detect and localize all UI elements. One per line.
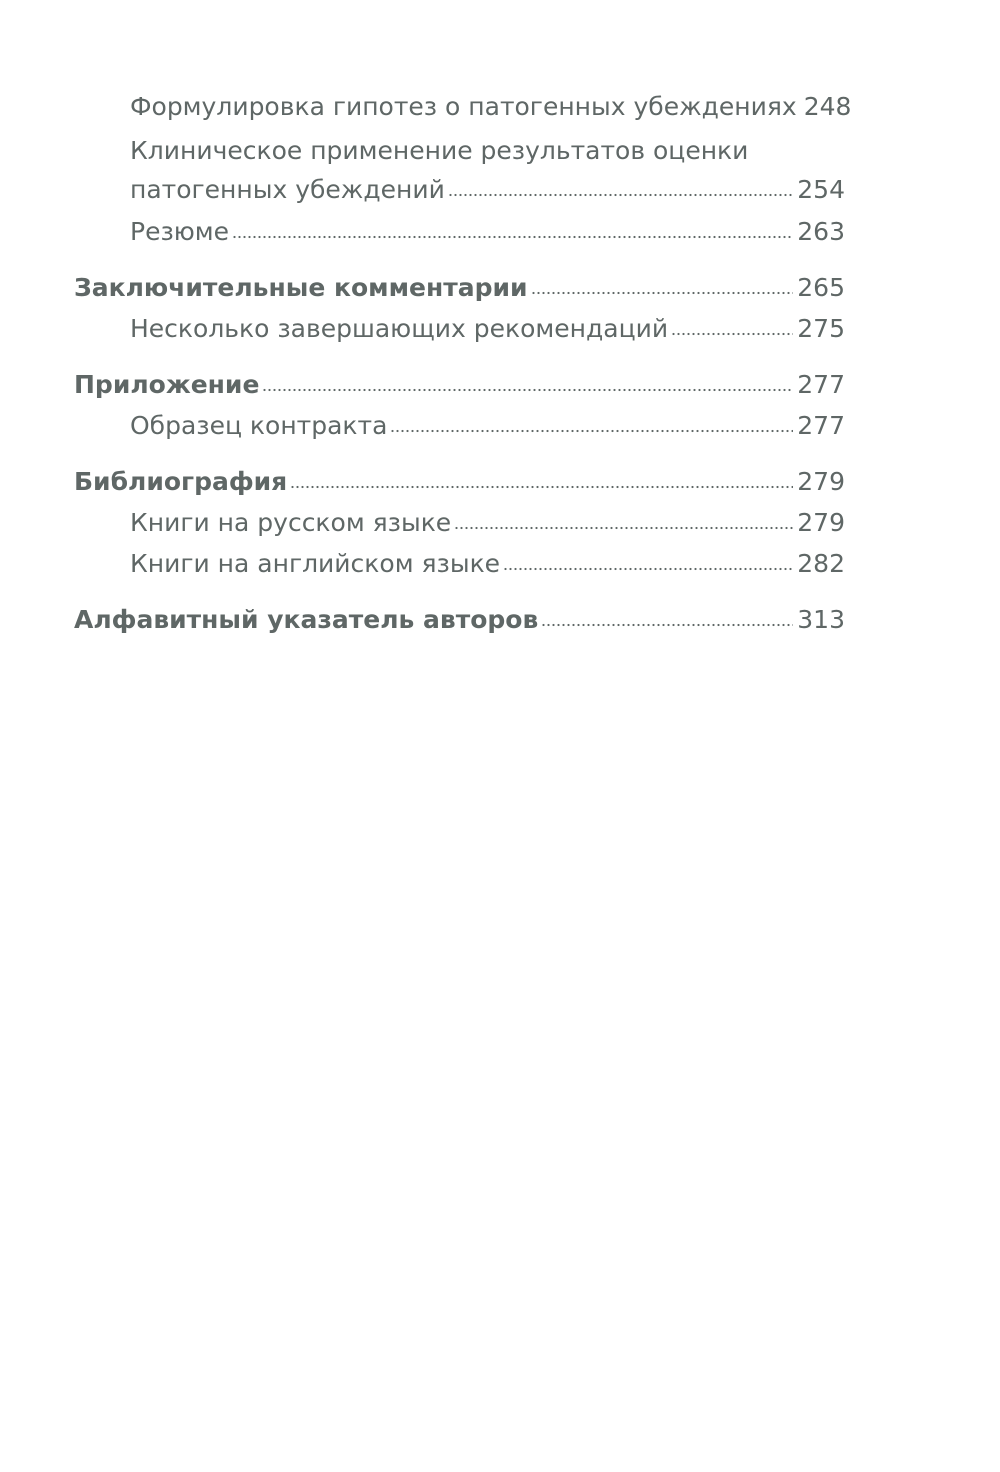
toc-entry-page: 254 (797, 175, 845, 204)
toc-entry-title: Книги на английском языке (130, 549, 501, 578)
toc-entry-page: 275 (797, 314, 845, 343)
toc-entry-title: Приложение (74, 370, 260, 399)
toc-entry[interactable] (130, 92, 852, 122)
toc-entry-title: Несколько завершающих рекомендаций (130, 314, 669, 343)
toc-entry-title: Резюме (130, 217, 230, 246)
toc-entry-title: Алфавитный указатель авторов (74, 605, 539, 634)
toc-entry[interactable] (130, 136, 845, 166)
toc-entry-page: 277 (797, 370, 845, 399)
toc-entry-title: патогенных убеждений (130, 175, 445, 204)
dot-leader (448, 193, 793, 197)
toc-entry-page: 313 (797, 605, 845, 634)
dot-leader (454, 526, 793, 530)
toc-entry-title: Книги на русском языке (130, 508, 452, 537)
toc-entry-title: Формулировка гипотез о патогенных убеждениях (130, 92, 797, 121)
dot-leader (503, 567, 793, 571)
toc-entry-page: 279 (797, 508, 845, 537)
toc-entry[interactable] (74, 273, 845, 303)
toc-entry-page: 279 (797, 467, 845, 496)
toc-entry-page: 282 (797, 549, 845, 578)
toc-entry[interactable] (130, 411, 845, 441)
toc-entry-title: Образец контракта (130, 411, 388, 440)
toc-entry-page: 263 (797, 217, 845, 246)
toc-entry[interactable] (130, 217, 845, 247)
toc-entry[interactable] (130, 175, 845, 205)
toc-entry[interactable] (130, 549, 845, 579)
dot-leader (390, 429, 793, 433)
toc-entry-title: Клиническое применение результатов оценки (130, 136, 749, 165)
toc-entry[interactable] (74, 605, 845, 635)
dot-leader (232, 235, 793, 239)
toc-entry[interactable] (130, 314, 845, 344)
dot-leader (531, 291, 794, 295)
dot-leader (262, 388, 793, 392)
dot-leader (290, 485, 793, 489)
toc-entry-page: 248 (803, 92, 852, 121)
toc-entry[interactable] (74, 467, 845, 497)
toc-entry[interactable] (130, 508, 845, 538)
toc-entry-page: 265 (797, 273, 845, 302)
toc-entry-page: 277 (797, 411, 845, 440)
dot-leader (671, 332, 793, 336)
toc-entry-title: Заключительные комментарии (74, 273, 528, 302)
toc-entry[interactable] (74, 370, 845, 400)
dot-leader (541, 623, 793, 627)
toc-entry-title: Библиография (74, 467, 288, 496)
